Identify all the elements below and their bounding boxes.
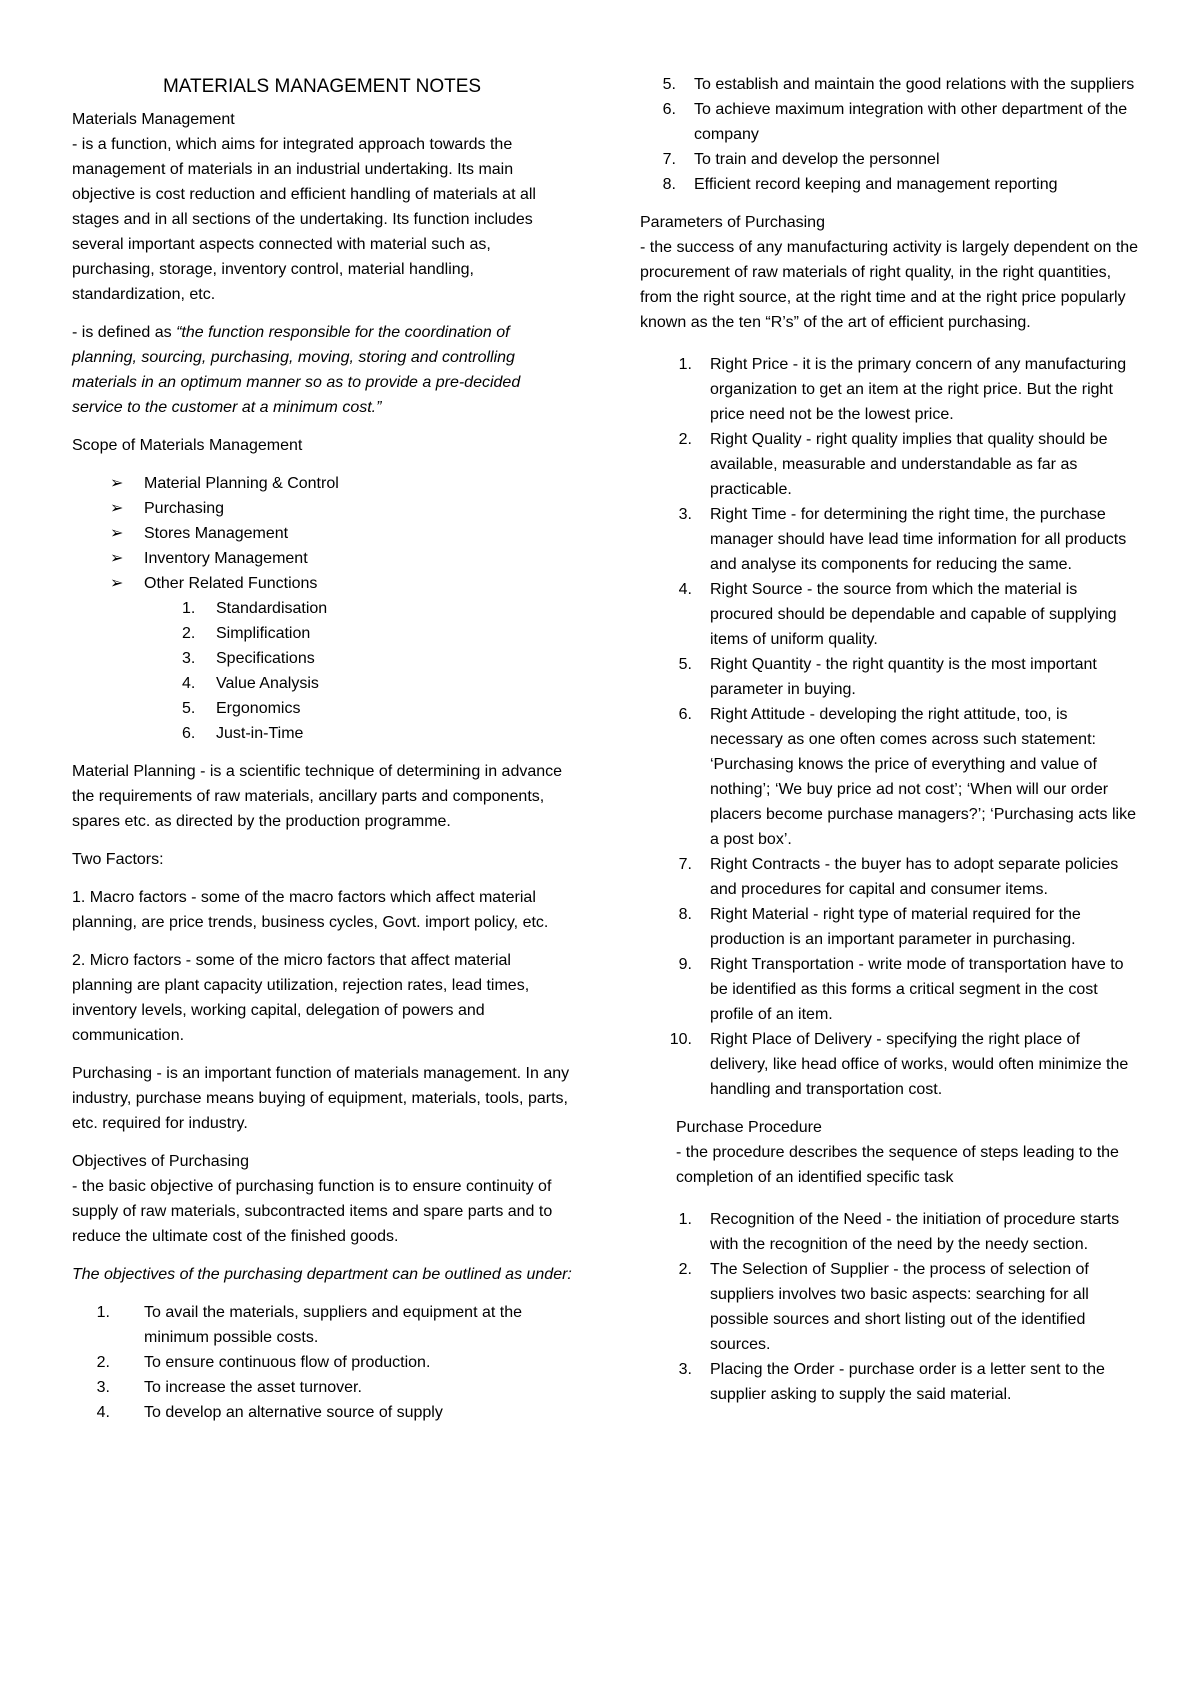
objectives-list	[72, 1300, 572, 1425]
list-number: 6.	[678, 706, 692, 723]
list-item-text: Specifications	[216, 650, 315, 667]
list-item-text: Right Transportation - write mode of transportation have to be identified as this forms a critical segment in the cost profile of an item.	[710, 956, 1124, 1023]
scope-list	[72, 471, 572, 596]
list-item-text: Right Time - for determining the right time, the purchase manager should have lead time information for all products and analyse its components for reducing the same.	[710, 506, 1127, 573]
list-item	[72, 1300, 572, 1350]
list-item-text: To establish and maintain the good relations with the suppliers	[694, 76, 1135, 93]
list-item-text: Purchasing	[144, 500, 225, 517]
list-item	[72, 521, 572, 546]
section-heading-materials-management: Materials Management	[72, 111, 235, 128]
arrow-bullet-icon: ➢	[110, 525, 124, 542]
macro-factors-paragraph: 1. Macro factors - some of the macro factors which affect material planning, are price trends, business cycles, Govt. import policy, etc.	[72, 889, 549, 931]
list-number: 3.	[678, 1361, 692, 1378]
related-functions-list	[72, 596, 572, 746]
list-number: 3.	[96, 1379, 110, 1396]
quote-prefix: - is defined as	[72, 324, 177, 341]
list-number: 4.	[678, 581, 692, 598]
list-item-text: Right Source - the source from which the material is procured should be dependable and capable of supplying items of uniform quality.	[710, 581, 1117, 648]
list-item-text: To avail the materials, suppliers and equipment at the minimum possible costs.	[144, 1304, 522, 1346]
list-number: 2.	[678, 431, 692, 448]
list-item-text: Right Quality - right quality implies that quality should be available, measurable and understandable as far as practicable.	[710, 431, 1108, 498]
parameters-list	[640, 352, 1140, 1102]
list-number: 6.	[182, 725, 196, 742]
list-item	[72, 621, 572, 646]
list-item	[72, 646, 572, 671]
list-item-text: Value Analysis	[216, 675, 319, 692]
list-number: 2.	[182, 625, 196, 642]
arrow-bullet-icon: ➢	[110, 575, 124, 592]
purchasing-paragraph: Purchasing - is an important function of materials management. In any industry, purchase means buying of equipment, materials, tools, parts, etc. required for industry.	[72, 1065, 570, 1132]
list-item-text: To increase the asset turnover.	[144, 1379, 362, 1396]
list-number: 1.	[678, 1211, 692, 1228]
list-number: 5.	[678, 656, 692, 673]
list-number: 9.	[678, 956, 692, 973]
list-item	[640, 1257, 1140, 1357]
micro-factors-paragraph: 2. Micro factors - some of the micro factors that affect material planning are plant capacity utilization, rejection rates, lead times, inventory levels, working capital, delegation of powers and communication.	[72, 952, 530, 1044]
materials-management-quote	[72, 320, 572, 420]
objectives-intro: The objectives of the purchasing department can be outlined as under:	[72, 1266, 572, 1283]
list-item-text: Right Material - right type of material required for the production is an important parameter in purchasing.	[710, 906, 1081, 948]
list-item	[640, 502, 1140, 577]
list-item-text: Just-in-Time	[216, 725, 304, 742]
list-item	[72, 1350, 572, 1375]
two-factors-heading: Two Factors:	[72, 851, 164, 868]
list-number: 7.	[678, 856, 692, 873]
list-item-text: Material Planning & Control	[144, 475, 339, 492]
list-number: 2.	[96, 1354, 110, 1371]
list-item	[72, 671, 572, 696]
list-number: 6.	[662, 101, 676, 118]
list-item	[640, 952, 1140, 1027]
list-item	[72, 721, 572, 746]
list-number: 4.	[182, 675, 196, 692]
list-item-text: To develop an alternative source of supply	[144, 1404, 443, 1421]
list-item-text: Ergonomics	[216, 700, 301, 717]
section-heading-parameters: Parameters of Purchasing	[640, 214, 825, 231]
list-item	[640, 72, 1140, 97]
list-item	[640, 427, 1140, 502]
list-item	[640, 352, 1140, 427]
materials-management-definition: - is a function, which aims for integrated approach towards the management of materials in an industrial undertaking. Its main objective is cost reduction and efficient handling of materials at all stages and in all sections of the undertaking. Its function includes several important aspects connected with material such as, purchasing, storage, inventory control, material handling, standardization, etc.	[72, 136, 536, 303]
list-item-text: Placing the Order - purchase order is a letter sent to the supplier asking to supply the said material.	[710, 1361, 1105, 1403]
list-item	[72, 496, 572, 521]
list-number: 2.	[678, 1261, 692, 1278]
list-number: 10.	[669, 1031, 692, 1048]
list-item	[72, 471, 572, 496]
list-number: 8.	[662, 176, 676, 193]
list-item-text: The Selection of Supplier - the process of selection of suppliers involves two basic aspects: searching for all possible sources and short listing out of the identified sources.	[710, 1261, 1089, 1353]
list-number: 1.	[182, 600, 196, 617]
list-item-text: Other Related Functions	[144, 575, 318, 592]
section-heading-scope: Scope of Materials Management	[72, 437, 303, 454]
list-item	[640, 1027, 1140, 1102]
list-number: 8.	[678, 906, 692, 923]
list-number: 5.	[182, 700, 196, 717]
list-item	[640, 902, 1140, 952]
list-number: 7.	[662, 151, 676, 168]
list-item-text: Recognition of the Need - the initiation of procedure starts with the recognition of the need by the needy section.	[710, 1211, 1120, 1253]
list-item	[640, 702, 1140, 852]
list-number: 4.	[96, 1404, 110, 1421]
list-item	[72, 571, 572, 596]
list-item	[72, 546, 572, 571]
list-item	[72, 596, 572, 621]
list-item-text: Inventory Management	[144, 550, 308, 567]
list-item-text: Right Price - it is the primary concern of any manufacturing organization to get an item at the right price. But the right price need not be the lowest price.	[710, 356, 1127, 423]
list-item	[640, 852, 1140, 902]
list-item-text: To train and develop the personnel	[694, 151, 940, 168]
list-item-text: Right Quantity - the right quantity is the most important parameter in buying.	[710, 656, 1097, 698]
arrow-bullet-icon: ➢	[110, 500, 124, 517]
arrow-bullet-icon: ➢	[110, 475, 124, 492]
list-item	[72, 1400, 572, 1425]
list-item-text: Efficient record keeping and management reporting	[694, 176, 1058, 193]
quote-text: “the function responsible for the coordination of planning, sourcing, purchasing, moving, storing and controlling materials in an optimum manner so as to provide a pre-decided service to the customer at a minimum cost.”	[72, 324, 521, 416]
purchase-procedure-definition: - the procedure describes the sequence of steps leading to the completion of an identified specific task	[676, 1144, 1119, 1186]
list-number: 1.	[678, 356, 692, 373]
section-heading-objectives: Objectives of Purchasing	[72, 1153, 249, 1170]
section-heading-purchase-procedure: Purchase Procedure	[676, 1119, 822, 1136]
list-item	[72, 696, 572, 721]
list-item	[640, 652, 1140, 702]
list-number: 3.	[182, 650, 196, 667]
list-item-text: To ensure continuous flow of production.	[144, 1354, 431, 1371]
arrow-bullet-icon: ➢	[110, 550, 124, 567]
list-item-text: Right Attitude - developing the right attitude, too, is necessary as one often comes across such statement: ‘Purchasing knows the price of everything and value of nothing’; ‘We buy price ad not cost’; ‘When will our order placers become purchase managers?’; ‘Purchasing acts like a post box’.	[710, 706, 1136, 848]
objectives-list-continued	[640, 72, 1140, 197]
list-item-text: Simplification	[216, 625, 311, 642]
page-title: MATERIALS MANAGEMENT NOTES	[162, 76, 482, 97]
parameters-definition: - the success of any manufacturing activity is largely dependent on the procurement of raw materials of right quality, in the right quantities, from the right source, at the right time and at the right price popularly known as the ten “R’s” of the art of efficient purchasing.	[640, 239, 1139, 331]
list-item	[640, 1357, 1140, 1407]
objectives-definition: - the basic objective of purchasing function is to ensure continuity of supply of raw materials, subcontracted items and spare parts and to reduce the ultimate cost of the finished goods.	[72, 1178, 553, 1245]
list-item	[640, 577, 1140, 652]
list-number: 5.	[662, 76, 676, 93]
procedure-list	[640, 1207, 1140, 1407]
list-item-text: Right Contracts - the buyer has to adopt separate policies and procedures for capital and consumer items.	[710, 856, 1119, 898]
list-item	[640, 97, 1140, 147]
list-number: 1.	[96, 1304, 110, 1321]
list-item	[640, 1207, 1140, 1257]
list-item-text: Right Place of Delivery - specifying the right place of delivery, like head office of works, would often minimize the handling and transportation cost.	[710, 1031, 1129, 1098]
list-item	[640, 147, 1140, 172]
left-column	[72, 74, 572, 1425]
list-item-text: To achieve maximum integration with other department of the company	[694, 101, 1128, 143]
right-column	[640, 72, 1140, 1407]
list-item-text: Stores Management	[144, 525, 289, 542]
list-item	[72, 1375, 572, 1400]
list-item-text: Standardisation	[216, 600, 328, 617]
list-number: 3.	[678, 506, 692, 523]
list-item	[640, 172, 1140, 197]
material-planning-paragraph: Material Planning - is a scientific technique of determining in advance the requirements of raw materials, ancillary parts and components, spares etc. as directed by the production programme.	[72, 763, 563, 830]
